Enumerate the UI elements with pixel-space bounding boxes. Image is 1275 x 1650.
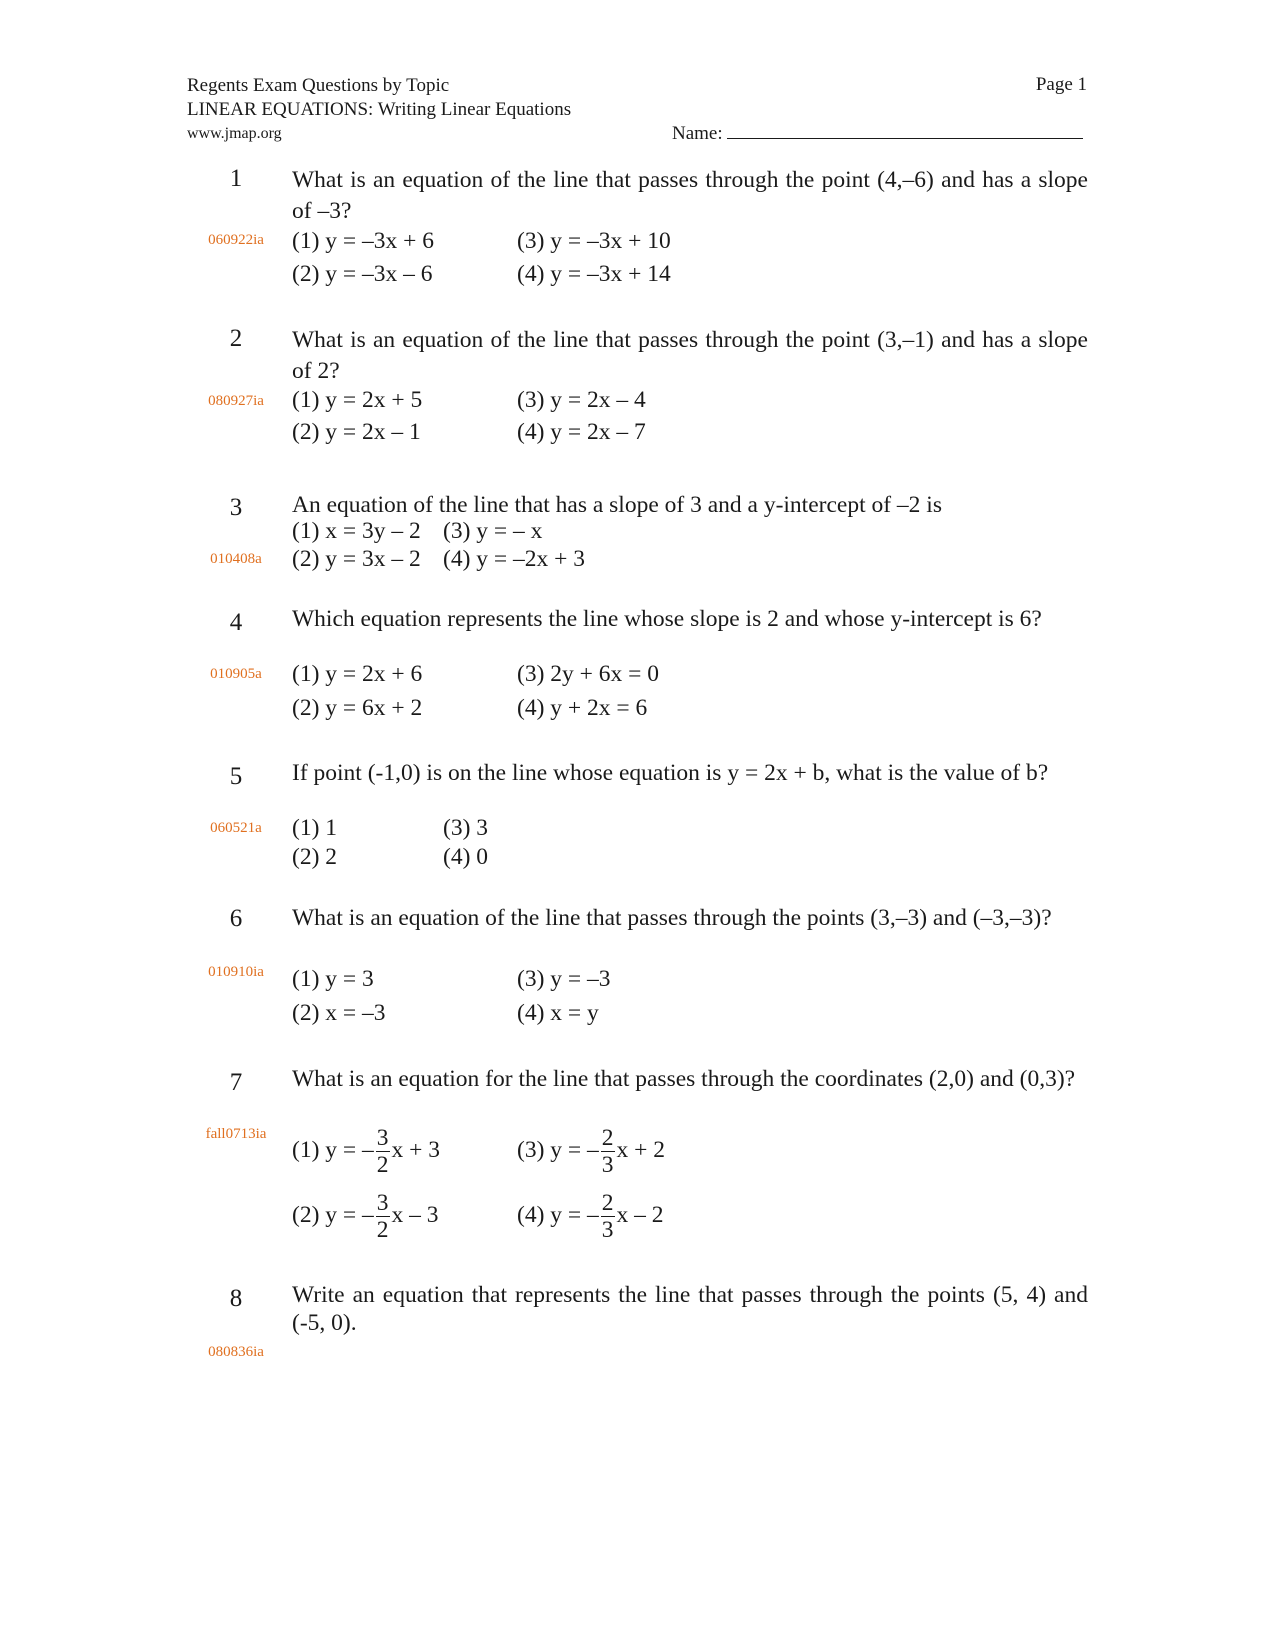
question-number: 1 [229,165,243,192]
option-1[interactable]: (1) x = 3y – 2 [292,518,421,544]
question-text: What is an equation of the line that passes through the points (3,–3) and (–3,–3)? [292,905,1052,931]
option-4[interactable] [517,1190,664,1243]
question-text: What is an equation of the line that passes through the point (3,–1) and has a slope of 2? [292,327,1088,384]
option-2[interactable] [292,1190,439,1243]
question-number: 8 [229,1285,243,1312]
option-label: (2) y = – [292,1201,374,1228]
fraction-numerator: 2 [601,1190,614,1216]
fraction [601,1125,615,1178]
fraction-denominator: 3 [601,1217,614,1243]
option-4[interactable]: (4) y = 2x – 7 [517,419,646,445]
name-blank-line[interactable] [727,122,1083,139]
question-number: 7 [229,1069,243,1096]
option-label: (3) y = – [517,1136,599,1163]
header-subtitle: LINEAR EQUATIONS: Writing Linear Equations [187,99,572,120]
page-number: Page 1 [1035,74,1087,95]
option-1[interactable] [292,1125,440,1178]
question-number: 6 [229,905,243,932]
question-code: 080927ia [208,393,264,409]
option-4[interactable]: (4) 0 [443,844,489,870]
question-number: 3 [229,494,243,521]
fraction-numerator: 3 [376,1190,389,1216]
option-1[interactable]: (1) y = 2x + 5 [292,387,423,413]
option-4[interactable]: (4) x = y [517,1000,599,1026]
option-1[interactable]: (1) y = 2x + 6 [292,661,423,687]
option-2[interactable]: (2) 2 [292,844,338,870]
question-code: fall0713ia [205,1126,267,1142]
question-code: 010905a [210,666,262,682]
option-label: (4) y = – [517,1201,599,1228]
option-1[interactable]: (1) y = 3 [292,966,374,992]
page-header [187,74,1087,146]
option-1[interactable]: (1) 1 [292,815,338,841]
fraction-denominator: 3 [601,1152,614,1178]
option-4[interactable]: (4) y + 2x = 6 [517,695,648,721]
question-code: 060521a [210,820,262,836]
fraction [376,1190,390,1243]
question-number: 5 [229,763,243,790]
header-title: Regents Exam Questions by Topic [187,75,450,96]
option-2[interactable]: (2) x = –3 [292,1000,386,1026]
question-text: Which equation represents the line whose slope is 2 and whose y-intercept is 6? [292,606,1042,632]
option-rest: x – 2 [616,1201,664,1228]
name-label: Name: [672,123,723,144]
option-rest: x + 3 [391,1136,441,1163]
question-text: What is an equation of the line that passes through the point (4,–6) and has a slope of –3? [292,167,1088,224]
question-code: 060922ia [208,232,264,248]
option-rest: x + 2 [616,1136,666,1163]
fraction-denominator: 2 [376,1217,389,1243]
name-field [672,122,1083,145]
option-3[interactable]: (3) y = –3x + 10 [517,228,671,254]
option-4[interactable]: (4) y = –3x + 14 [517,261,671,287]
header-website: www.jmap.org [187,125,282,142]
option-3[interactable]: (3) y = – x [443,518,543,544]
question-number: 2 [229,325,243,352]
option-2[interactable]: (2) y = 6x + 2 [292,695,423,721]
question-text: What is an equation for the line that passes through the coordinates (2,0) and (0,3)? [292,1066,1076,1092]
option-4[interactable]: (4) y = –2x + 3 [443,546,586,572]
option-3[interactable]: (3) 3 [443,815,489,841]
option-3[interactable]: (3) y = 2x – 4 [517,387,646,413]
fraction-denominator: 2 [376,1152,389,1178]
question-text: If point (-1,0) is on the line whose equation is y = 2x + b, what is the value of b? [292,760,1049,786]
fraction-numerator: 2 [601,1125,614,1151]
question-code: 010408a [210,551,262,567]
option-3[interactable]: (3) y = –3 [517,966,611,992]
question-code: 080836ia [208,1344,264,1360]
option-2[interactable]: (2) y = –3x – 6 [292,261,433,287]
fraction [601,1190,615,1243]
option-3[interactable] [517,1125,665,1178]
question-code: 010910ia [208,964,264,980]
question-text: An equation of the line that has a slope of 3 and a y-intercept of –2 is [292,492,942,518]
option-2[interactable]: (2) y = 3x – 2 [292,546,421,572]
fraction-numerator: 3 [376,1125,389,1151]
question-number: 4 [229,609,243,636]
question-text: Write an equation that represents the line that passes through the points (5, 4) and (-5, 0). [292,1282,1088,1336]
fraction [376,1125,390,1178]
option-label: (1) y = – [292,1136,374,1163]
option-2[interactable]: (2) y = 2x – 1 [292,419,421,445]
option-1[interactable]: (1) y = –3x + 6 [292,228,435,254]
option-3[interactable]: (3) 2y + 6x = 0 [517,661,660,687]
option-rest: x – 3 [391,1201,439,1228]
